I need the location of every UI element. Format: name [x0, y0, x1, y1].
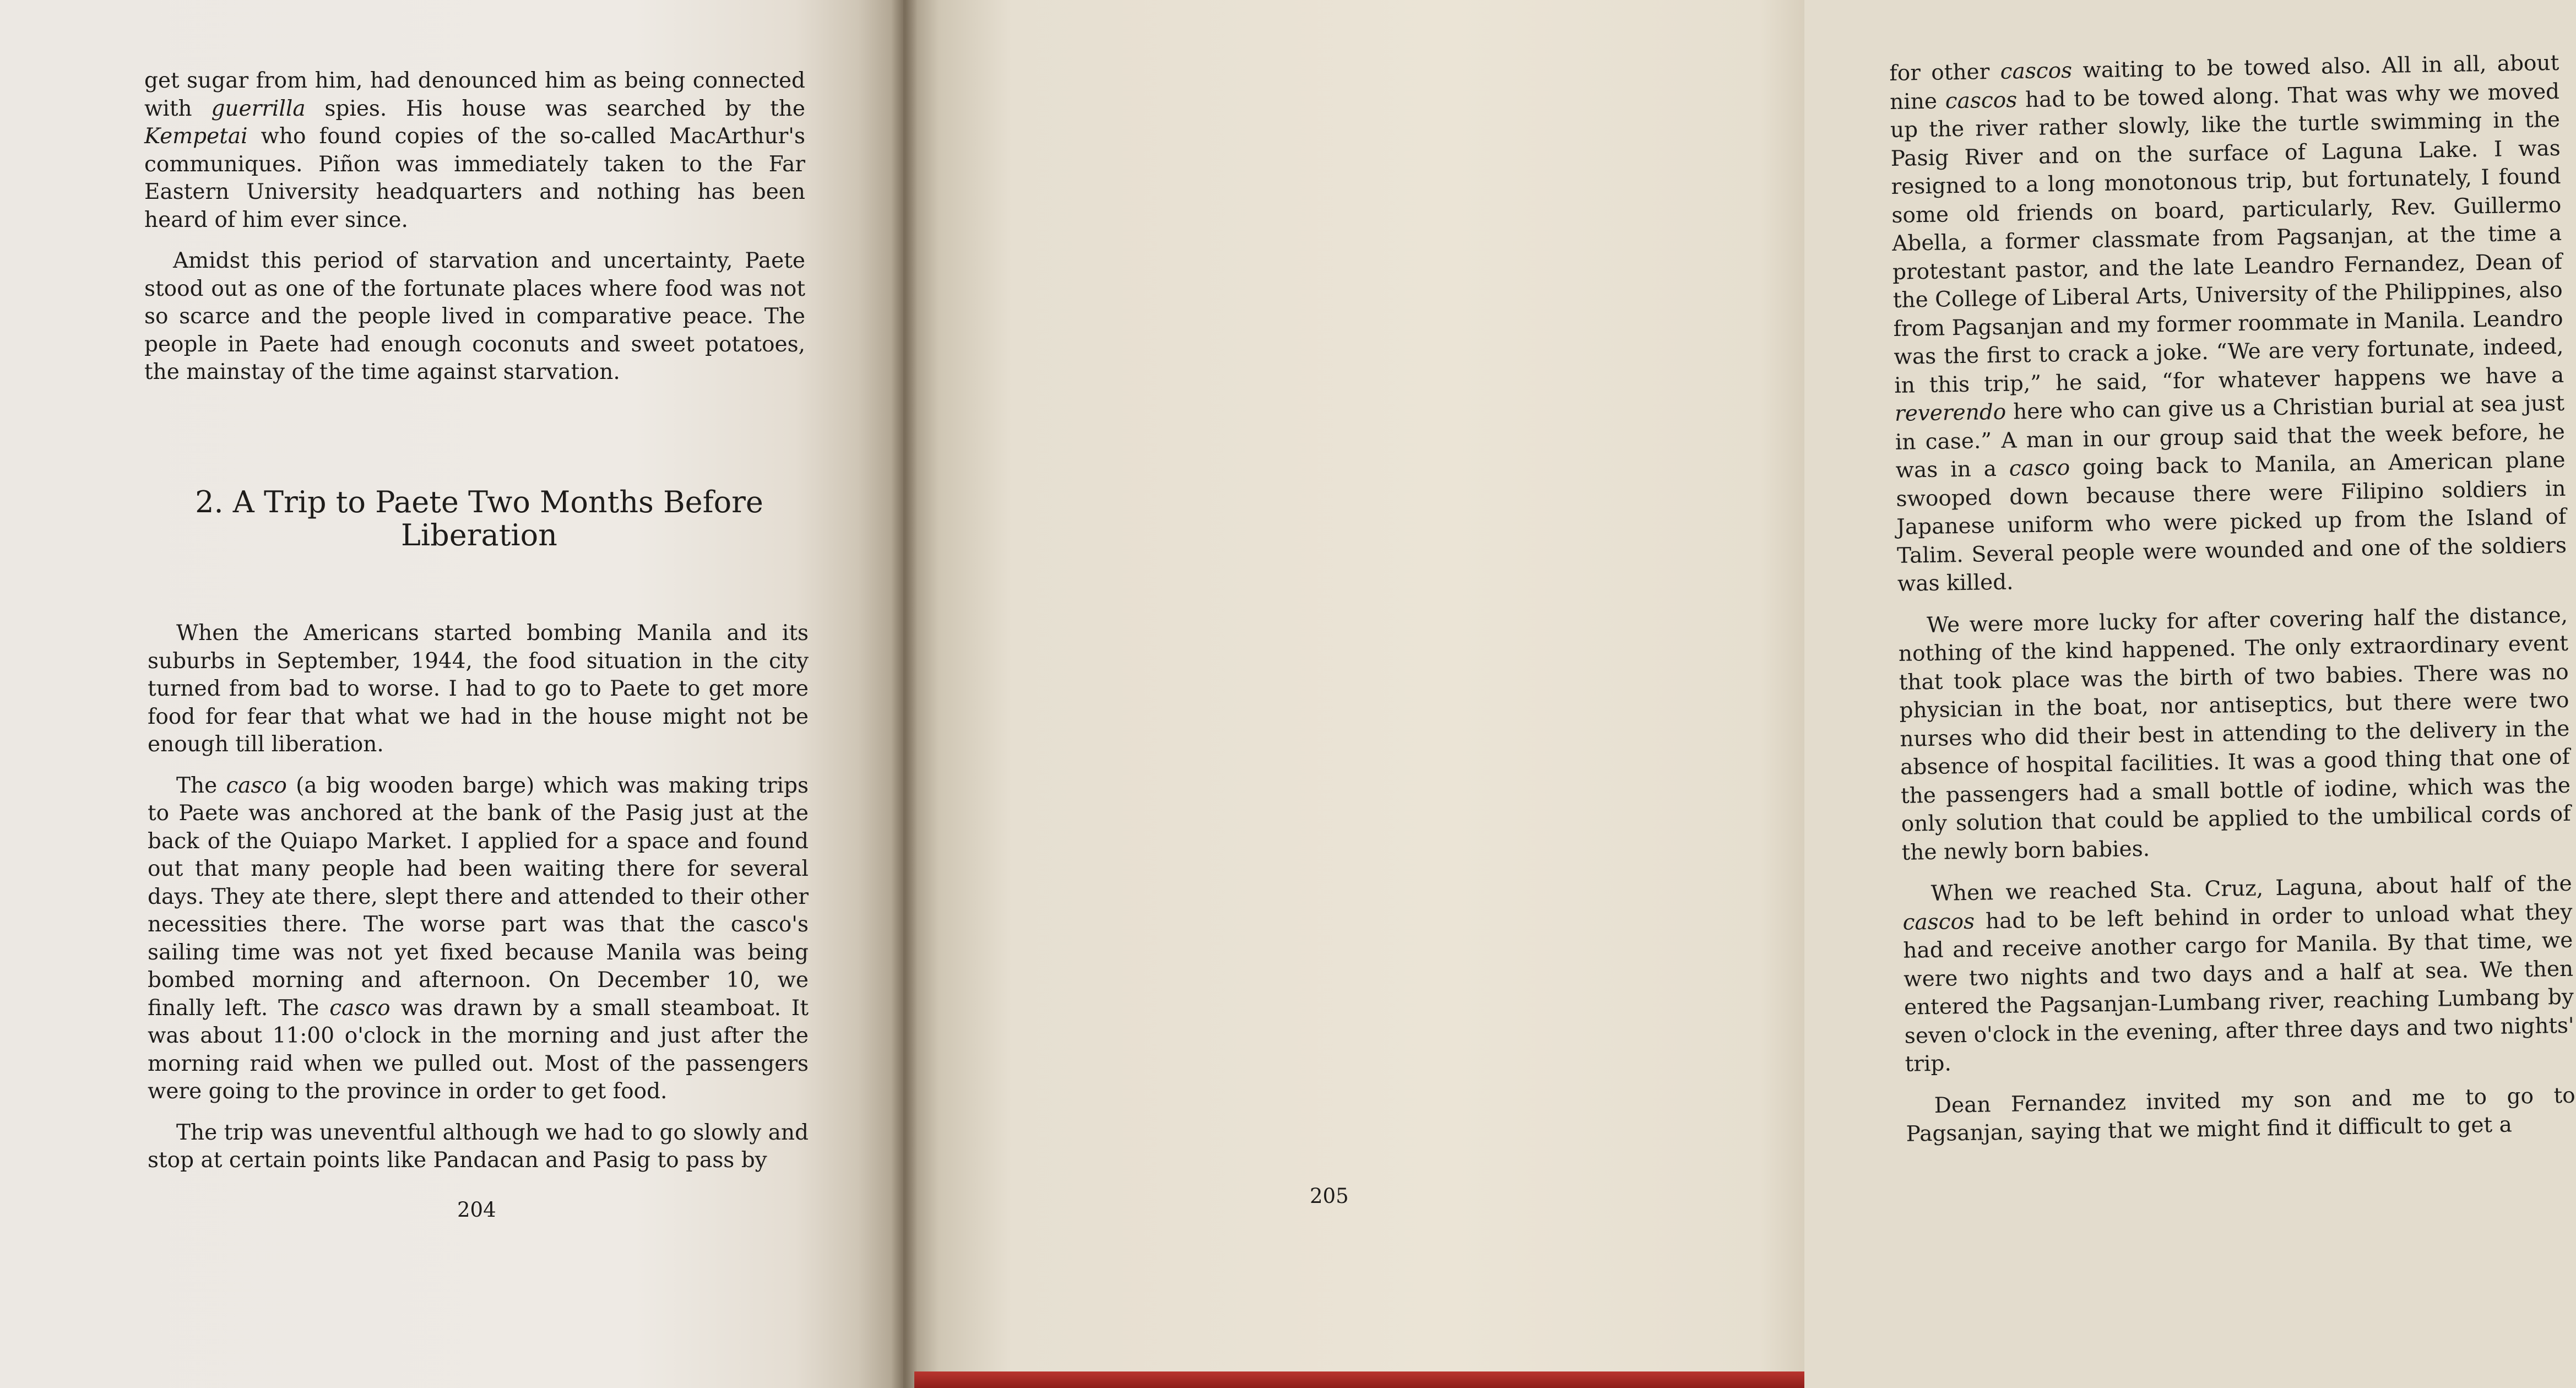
left-page-opening-text [144, 67, 805, 400]
text-run: waiting to be towed also. All in all, about nine [1889, 50, 2559, 115]
paragraph [144, 247, 805, 387]
section-heading-line-1: 2. A Trip to Paete Two Months Before [195, 485, 763, 519]
right-page-text [1889, 49, 2576, 1162]
text-run: The trip was uneventful although we had to go slowly and stop at certain points like Pandacan and Pasig to pass by [148, 1120, 809, 1173]
italic-term: casco [329, 995, 391, 1021]
text-run: had to be left behind in order to unload what they had and receive another cargo for Manila. By that time, we were two nights and two days and a half at sea. We then entered the Pagsanjan-Lumbang river, reaching Lumbang by seven o'clock in the evening, after three days and two nights' trip. [1903, 899, 2575, 1077]
right-page [903, 0, 2576, 1388]
italic-term: cascos [1902, 909, 1975, 935]
italic-term: casco [2009, 455, 2070, 481]
text-run: Amidst this period of starvation and uncertainty, Paete stood out as one of the fortunate places where food was not so scarce and the people lived in comparative peace. The people in Paete had enough coconuts and sweet potatoes, the mainstay of the time against starvation. [144, 248, 805, 384]
text-run: for other [1889, 59, 2001, 86]
text-run: had to be towed along. That was why we moved up the river rather slowly, like the turtle swimming in the Pasig River and on the surface of Laguna Lake. I was resigned to a long monotonous trip, but fortunately, I found some old friends on board, particularly, Rev. Guillermo Abella, a former classmate from Pagsanjan, at the time a protestant pastor, and the late Leandro Fernandez, Dean of the College of Liberal Arts, University of the Philippines, also from Pagsanjan and my former roommate in Manila. Leandro was the first to crack a joke. “We are very fortunate, indeed, in this trip,” he said, “for whatever happens we have a [1890, 79, 2564, 398]
paragraph [148, 620, 809, 759]
page-number-right: 205 [1310, 1184, 1349, 1208]
text-run: (a big wooden barge) which was making trips to Paete was anchored at the bank of the Pasig just at the back of the Quiapo Market. I applied for a space and found out that many people had been waiting there for several days. They ate there, slept there and attended to their other necessities there. The worse part was that the casco's sailing time was not yet fixed because Manila was being bombed morning and afternoon. On December 10, we finally left. The [148, 773, 809, 1021]
paragraph [1902, 870, 2575, 1079]
text-run: who found copies of the so-called MacArthur's communiques. Piñon was immediately taken to the Far Eastern University headquarters and nothing has been heard of him ever since. [144, 124, 805, 232]
italic-term: reverendo [1894, 399, 2006, 426]
left-page-section-text [148, 620, 809, 1188]
section-heading [165, 486, 793, 552]
text-run: spies. His house was searched by the [305, 96, 805, 121]
paragraph [148, 1119, 809, 1175]
text-run: going back to Manila, an American plane swooped down because there were Filipino soldiers in Japanese uniform who were picked up from the Island of Talim. Several people were wounded and one of the soldiers was killed. [1896, 447, 2567, 597]
text-run: We were more lucky for after covering half the distance, nothing of the kind happened. The only extraordinary event that took place was the birth of two babies. There was no physician in the boat, nor antiseptics, but there were two nurses who did their best in attending to the delivery in the absence of hospital facilities. It was a good thing that one of the passengers had a small bottle of iodine, which was the only solution that could be applied to the umbilical cords of the newly born babies. [1898, 603, 2572, 865]
text-run: was drawn by a small steamboat. It was about 11:00 o'clock in the morning and just after the morning raid when we pulled out. Most of the passengers were going to the province in order to get food. [148, 995, 809, 1104]
italic-term: guerrilla [211, 96, 306, 121]
text-run: When we reached Sta. Cruz, Laguna, about half of the [1930, 871, 2573, 906]
page-number-left: 204 [457, 1198, 496, 1222]
left-page [0, 0, 903, 1388]
italic-term: Kempetai [144, 124, 248, 149]
paragraph [1898, 601, 2572, 867]
text-run: get sugar from him, had denounced him as being connected with [144, 68, 805, 121]
text-run: Dean Fernandez invited my son and me to go to Pagsanjan, saying that we might find it difficult to get a [1906, 1083, 2576, 1147]
paragraph [1889, 49, 2567, 598]
text-run: The [176, 773, 226, 798]
paragraph [148, 772, 809, 1106]
text-run: here who can give us a Christian burial at sea just in case.” A man in our group said that the week before, he was in a [1895, 391, 2566, 483]
italic-term: casco [226, 773, 287, 798]
text-run: When the Americans started bombing Manila and its suburbs in September, 1944, the food situation in the city turned from bad to worse. I had to go to Paete to get more food for fear that what we had in the house might not be enough till liberation. [148, 621, 809, 757]
paragraph [144, 67, 805, 234]
book-cover-edge [914, 1371, 1804, 1388]
italic-term: cascos [2000, 58, 2073, 84]
paragraph [1905, 1081, 2575, 1148]
italic-term: cascos [1945, 87, 2018, 113]
section-heading-line-2: Liberation [401, 518, 557, 552]
book-gutter [891, 0, 918, 1388]
